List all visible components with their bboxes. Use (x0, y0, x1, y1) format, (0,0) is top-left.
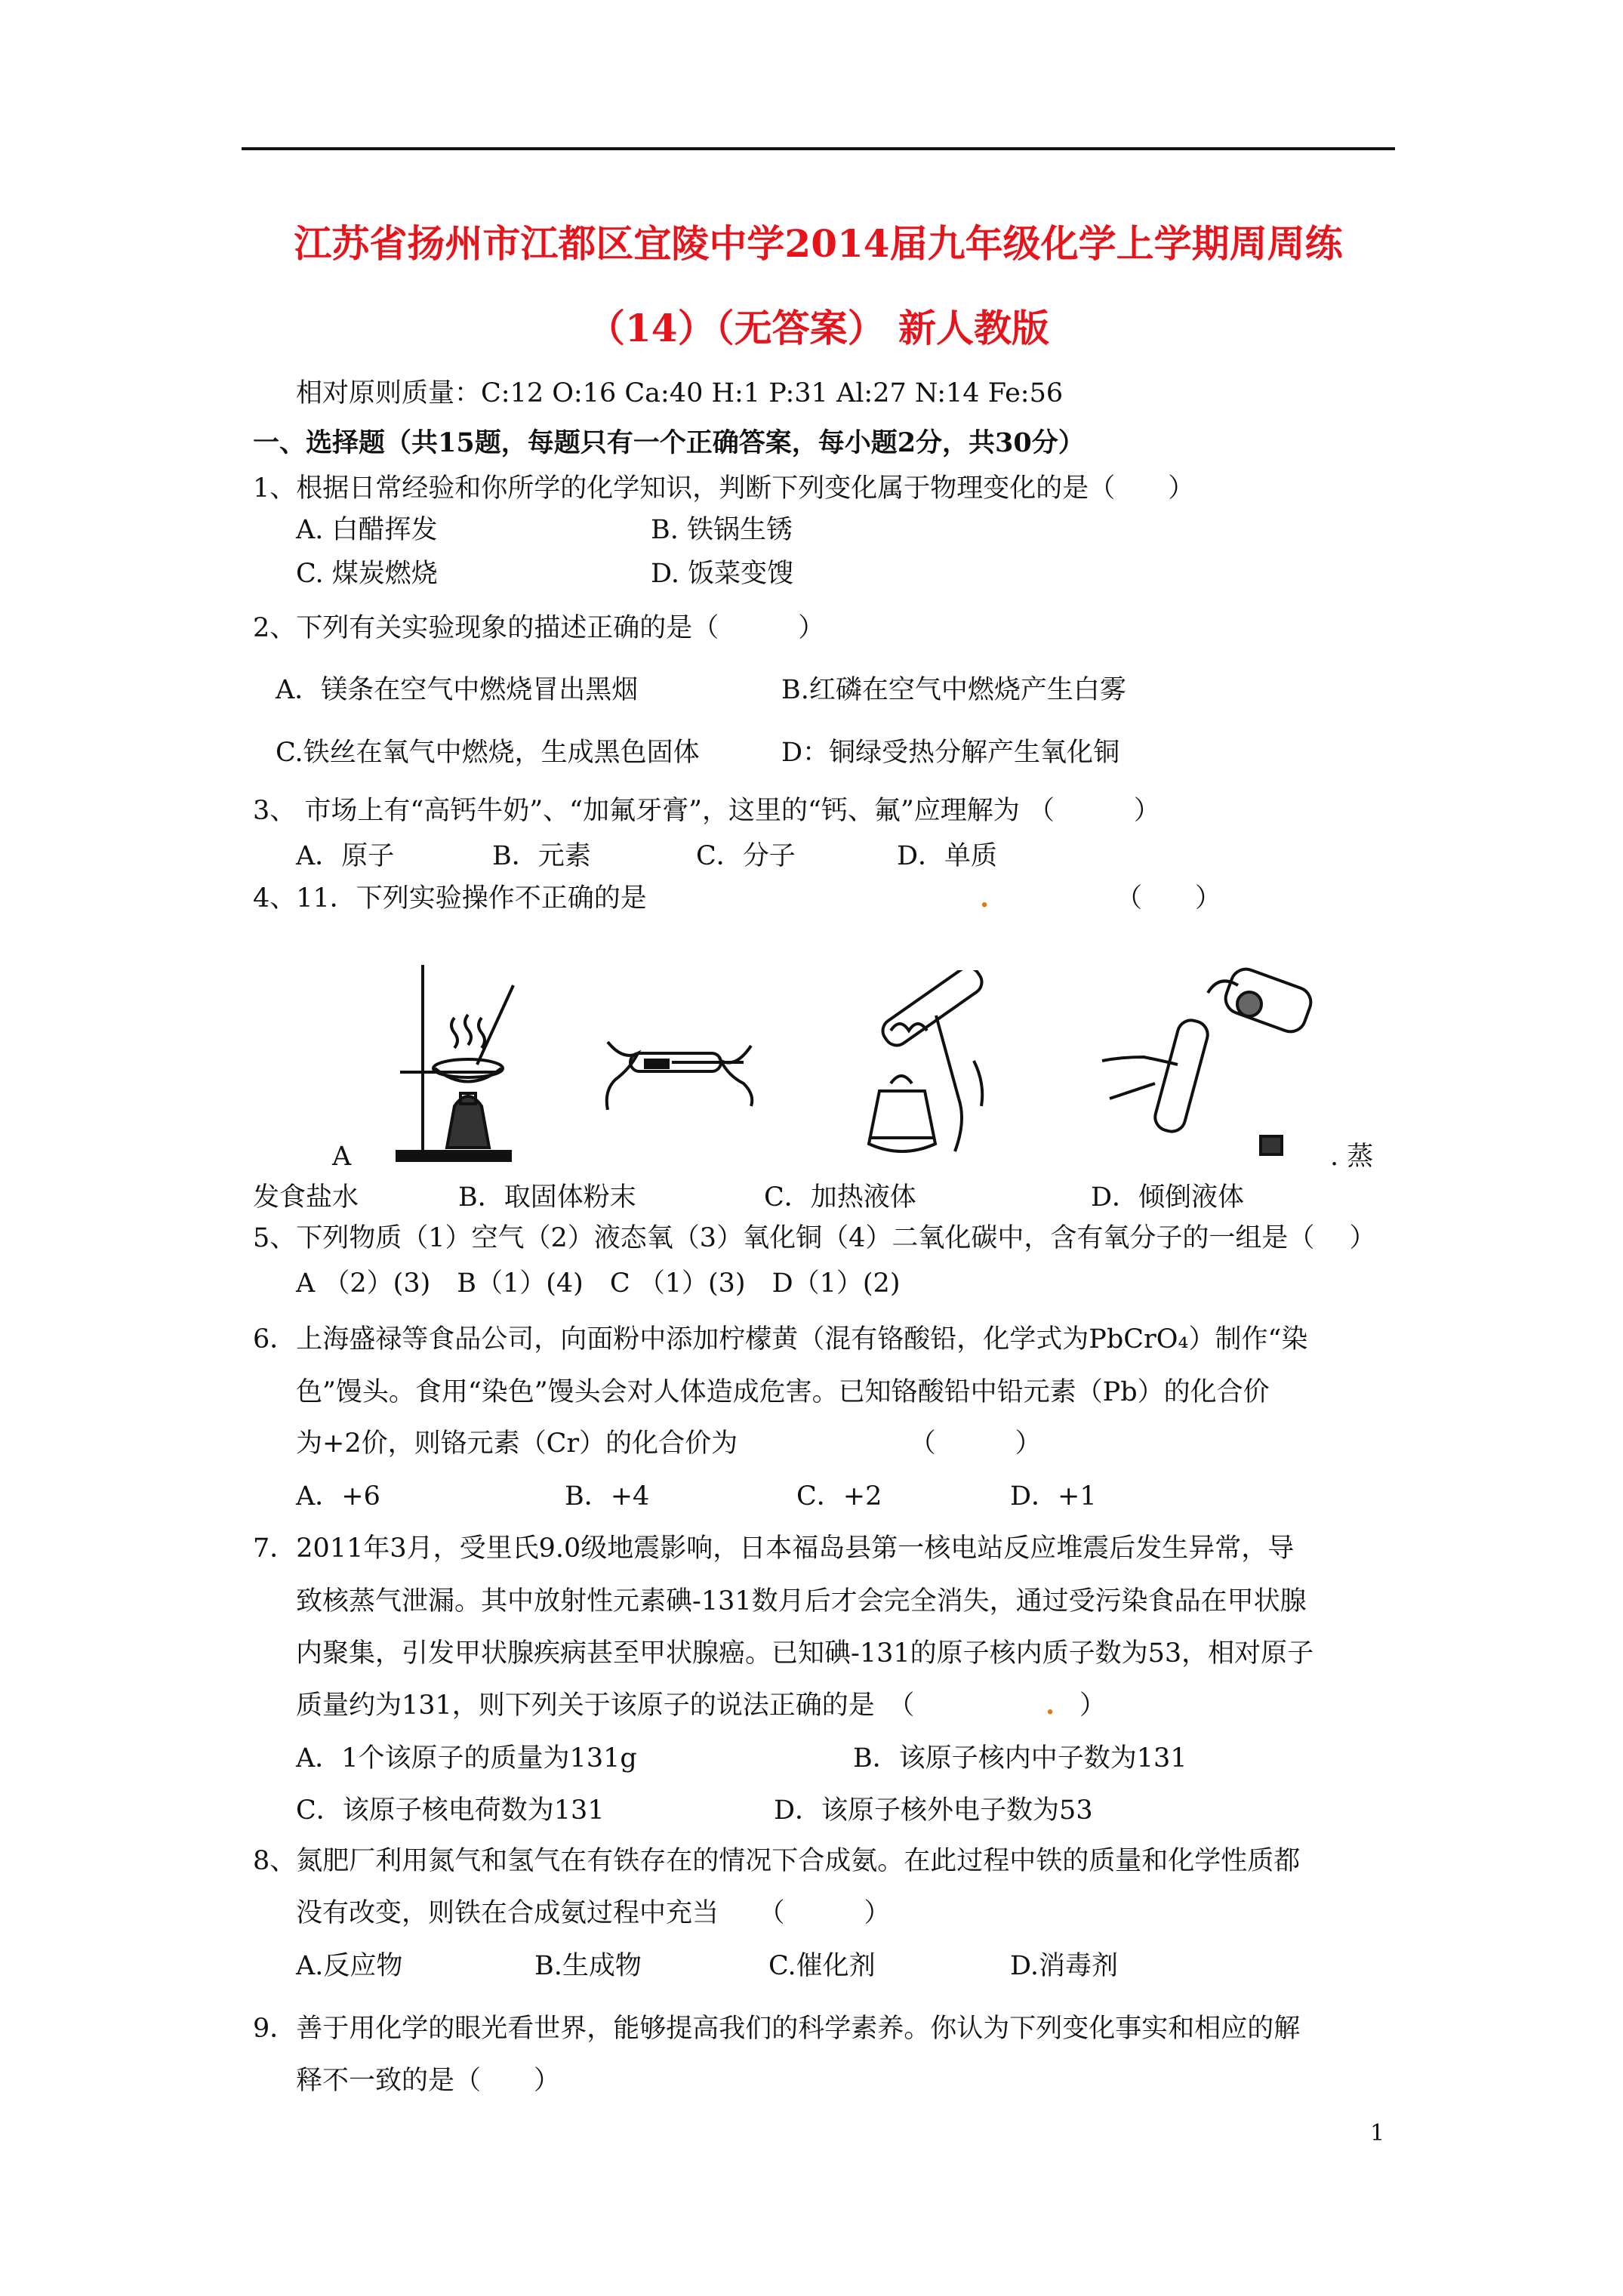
q4-option-c: C．加热液体 (764, 1182, 916, 1213)
q3-option-a: A．原子 (296, 841, 395, 871)
q7-line-3: 内聚集，引发甲状腺疾病甚至甲状腺癌。已知碘-131的原子核内质子数为53，相对原子 (296, 1638, 1314, 1669)
q5-stem: 5、下列物质（1）空气（2）液态氧（3）氧化铜（4）二氧化碳中，含有氧分子的一组是（ ） (253, 1223, 1376, 1253)
q4-figure-tail: . 蒸 (1330, 1142, 1374, 1172)
q8-option-d: D.消毒剂 (1010, 1951, 1118, 1981)
q1-option-b: B. 铁锅生锈 (651, 515, 793, 545)
q6-option-d: D．+1 (1010, 1481, 1097, 1512)
q9-line-2: 释不一致的是（ ） (296, 2066, 561, 2096)
q9-line-1: 9．善于用化学的眼光看世界，能够提高我们的科学素养。你认为下列变化事实和相应的解 (253, 2014, 1301, 2044)
q2-option-d: D：铜绿受热分解产生氧化铜 (781, 738, 1120, 768)
title-line-2: （14）（无答案） 新人教版 (587, 306, 1049, 350)
q1-option-a: A. 白醋挥发 (296, 515, 438, 545)
figure-evaporation (385, 959, 528, 1163)
q2-option-c: C.铁丝在氧气中燃烧，生成黑色固体 (276, 738, 700, 768)
q7-line-4: 质量约为131，则下列关于该原子的说法正确的是 （ (296, 1690, 915, 1721)
q4-answer-paren: （ ） (1116, 883, 1222, 914)
figure-heating-liquid (845, 970, 1012, 1166)
q7-paren-close: ） (1079, 1690, 1107, 1721)
q2-stem: 2、下列有关实验现象的描述正确的是（ ） (253, 613, 825, 643)
q4-option-a: 发食盐水 (253, 1182, 359, 1213)
q4-stem: 4、11．下列实验操作不正确的是 (253, 883, 647, 914)
title-line-1: 江苏省扬州市江都区宜陵中学2014届九年级化学上学期周周练 (294, 221, 1343, 266)
q3-option-b: B．元素 (492, 841, 591, 871)
q6-line-3: 为+2价，则铬元素（Cr）的化合价为 （ ） (296, 1428, 1042, 1459)
figure-pouring-liquid (1095, 963, 1321, 1166)
q8-option-b: B.生成物 (534, 1951, 642, 1981)
q3-option-c: C．分子 (696, 841, 796, 871)
q2-option-b: B.红磷在空气中燃烧产生白雾 (781, 675, 1126, 705)
q2-option-a: A．镁条在空气中燃烧冒出黑烟 (276, 675, 639, 705)
q4-option-b: B．取固体粉末 (458, 1182, 636, 1213)
q7-line-1: 7．2011年3月，受里氏9.0级地震影响，日本福岛县第一核电站反应堆震后发生异常，导 (253, 1533, 1295, 1564)
q8-option-c: C.催化剂 (768, 1951, 876, 1981)
q6-option-a: A．+6 (296, 1481, 380, 1512)
q3-stem: 3、 市场上有“高钙牛奶”、“加氟牙膏”，这里的“钙、氟”应理解为 （ ） (253, 796, 1160, 826)
section-heading: 一、选择题（共15题，每题只有一个正确答案，每小题2分，共30分） (253, 427, 1085, 458)
q6-option-c: C．+2 (796, 1481, 882, 1512)
q7-option-a: A．1个该原子的质量为131g (296, 1743, 637, 1774)
atomic-masses: 相对原则质量：C:12 O:16 Ca:40 H:1 P:31 Al:27 N:14 Fe:56 (296, 378, 1064, 408)
q3-option-d: D．单质 (897, 841, 998, 871)
q8-line-1: 8、氮肥厂利用氮气和氢气在有铁存在的情况下合成氨。在此过程中铁的质量和化学性质都 (253, 1846, 1301, 1876)
q1-option-d: D. 饭菜变馊 (651, 559, 794, 589)
q6-option-b: B．+4 (565, 1481, 650, 1512)
q7-option-b: B．该原子核内中子数为131 (853, 1743, 1187, 1774)
q6-line-2: 色”馒头。食用“染色”馒头会对人体造成危害。已知铬酸铅中铅元素（Pb）的化合价 (296, 1377, 1270, 1407)
q8-option-a: A.反应物 (296, 1951, 403, 1981)
q7-line-2: 致核蒸气泄漏。其中放射性元素碘-131数月后才会完全消失，通过受污染食品在甲状腺 (296, 1586, 1307, 1616)
page-number: 1 (1370, 2120, 1385, 2147)
q4-mark: . (980, 883, 990, 914)
q4-option-d: D．倾倒液体 (1091, 1182, 1245, 1213)
q7-option-d: D．该原子核外电子数为53 (774, 1795, 1093, 1826)
q7-option-c: C．该原子核电荷数为131 (296, 1795, 605, 1826)
q5-options: A （2）(3) B（1）(4) C （1）(3) D（1）(2) (296, 1268, 901, 1299)
q8-line-2: 没有改变，则铁在合成氨过程中充当 （ ） (296, 1898, 891, 1928)
q1-option-c: C. 煤炭燃烧 (296, 559, 438, 589)
q1-stem: 1、根据日常经验和你所学的化学知识，判断下列变化属于物理变化的是（ ） (253, 473, 1195, 504)
header-rule (242, 147, 1395, 150)
q7-mark: . (1046, 1690, 1055, 1721)
q4-figure-label-a: A (332, 1142, 352, 1172)
figure-solid-powder (593, 1027, 766, 1110)
q6-line-1: 6．上海盛禄等食品公司，向面粉中添加柠檬黄（混有铬酸铅，化学式为PbCrO₄）制作“染 (253, 1324, 1308, 1354)
